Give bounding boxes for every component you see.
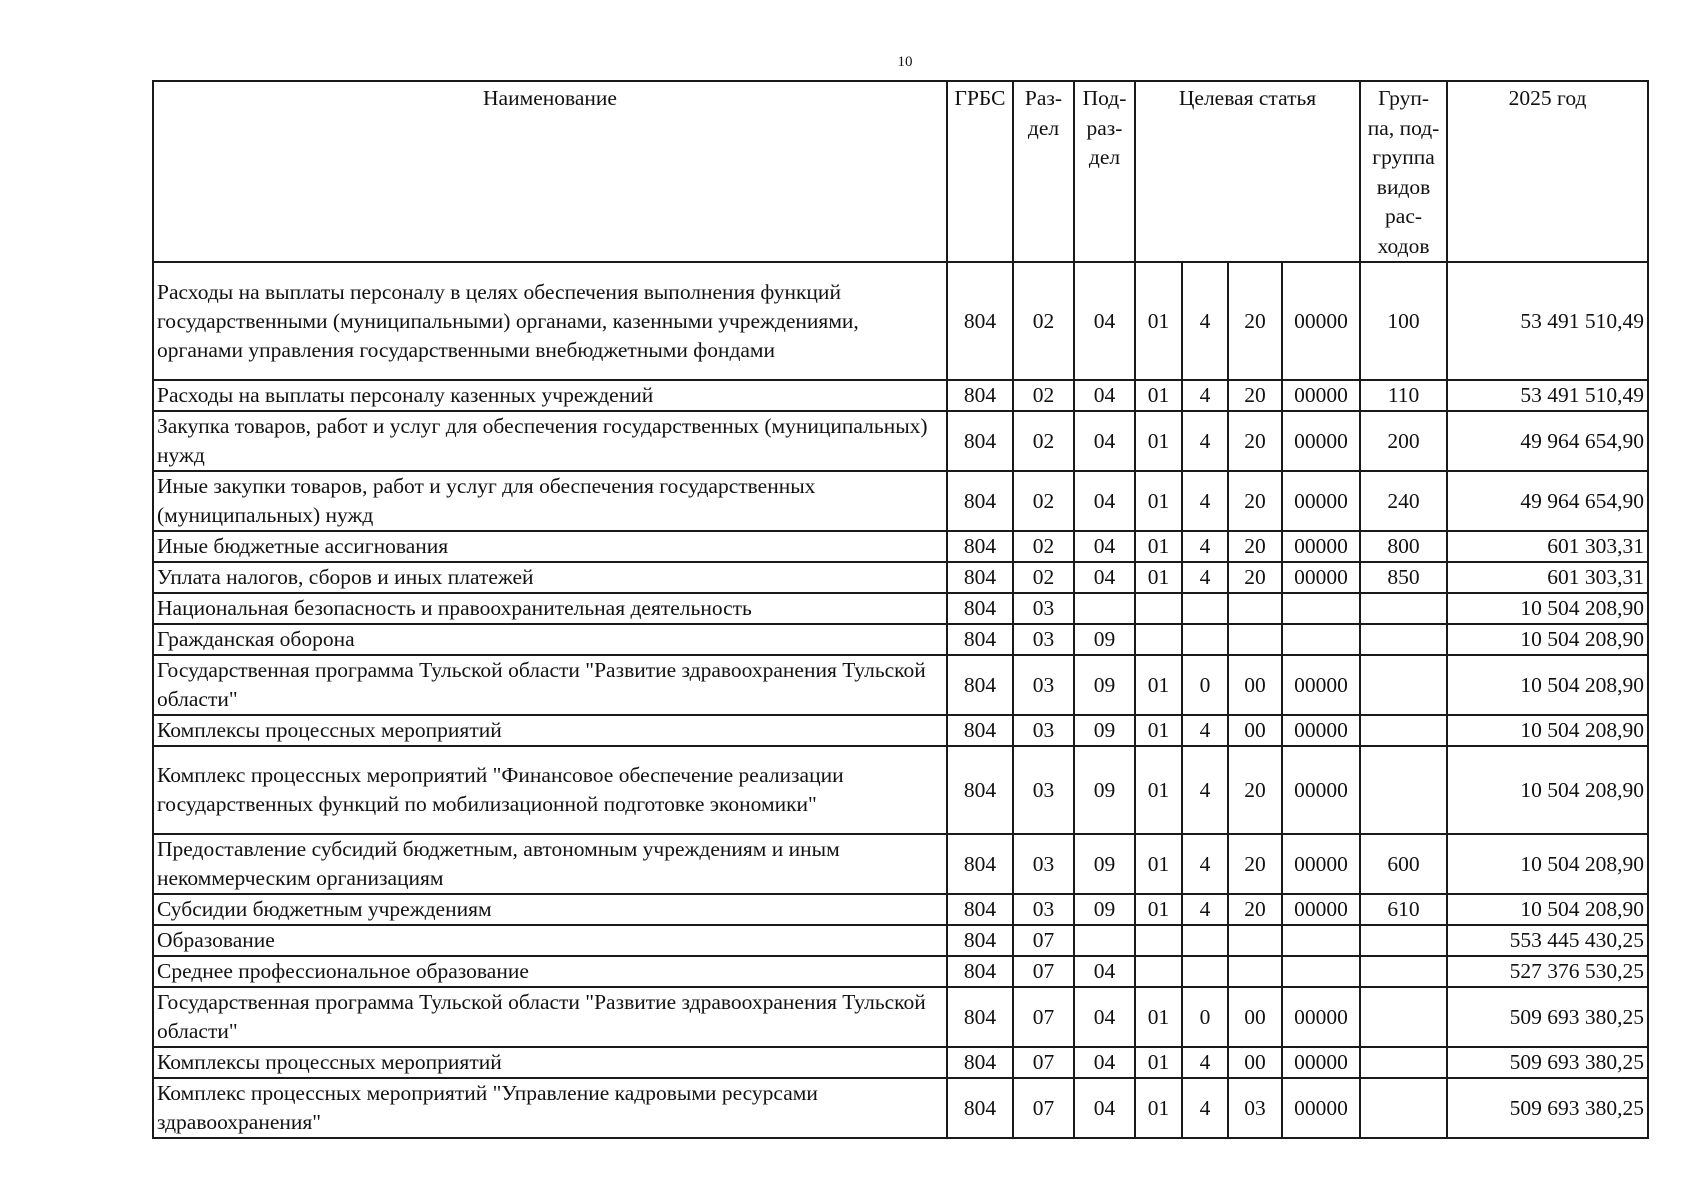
row-expense-group: 100 — [1360, 262, 1447, 380]
row-expense-group — [1360, 746, 1447, 834]
row-grbs: 804 — [947, 411, 1013, 471]
row-target-direction: 00000 — [1282, 1078, 1360, 1138]
row-target-direction: 00000 — [1282, 655, 1360, 715]
row-amount-2025: 10 504 208,90 — [1447, 746, 1648, 834]
row-target-subprogram — [1228, 593, 1282, 624]
table-row — [153, 471, 1648, 531]
row-name: Предоставление субсидий бюджетным, автономным учреждениям и иным некоммерческим организациям — [153, 834, 947, 894]
row-grbs: 804 — [947, 956, 1013, 987]
row-razdel: 07 — [1013, 925, 1074, 956]
table-row — [153, 956, 1648, 987]
row-amount-2025: 10 504 208,90 — [1447, 834, 1648, 894]
row-target-type: 4 — [1182, 1047, 1228, 1078]
row-podrazdel: 04 — [1074, 380, 1135, 411]
row-target-direction: 00000 — [1282, 562, 1360, 593]
table-row — [153, 834, 1648, 894]
row-amount-2025: 10 504 208,90 — [1447, 655, 1648, 715]
header-name: Наименование — [153, 81, 947, 262]
row-target-subprogram: 20 — [1228, 262, 1282, 380]
row-razdel: 02 — [1013, 411, 1074, 471]
row-razdel: 02 — [1013, 262, 1074, 380]
row-podrazdel: 04 — [1074, 471, 1135, 531]
row-expense-group: 240 — [1360, 471, 1447, 531]
row-target-subprogram: 20 — [1228, 834, 1282, 894]
table-row — [153, 624, 1648, 655]
row-amount-2025: 10 504 208,90 — [1447, 593, 1648, 624]
row-grbs: 804 — [947, 471, 1013, 531]
row-amount-2025: 601 303,31 — [1447, 531, 1648, 562]
row-target-program: 01 — [1135, 715, 1182, 746]
row-target-type: 4 — [1182, 834, 1228, 894]
row-grbs: 804 — [947, 925, 1013, 956]
row-target-subprogram: 20 — [1228, 894, 1282, 925]
row-grbs: 804 — [947, 894, 1013, 925]
page-number: 10 — [897, 54, 913, 70]
row-target-program: 01 — [1135, 1078, 1182, 1138]
row-expense-group: 600 — [1360, 834, 1447, 894]
row-expense-group — [1360, 925, 1447, 956]
row-target-direction — [1282, 593, 1360, 624]
row-razdel: 07 — [1013, 1047, 1074, 1078]
row-grbs: 804 — [947, 715, 1013, 746]
row-podrazdel: 04 — [1074, 1047, 1135, 1078]
row-name: Комплексы процессных мероприятий — [153, 715, 947, 746]
row-podrazdel: 09 — [1074, 624, 1135, 655]
row-name: Государственная программа Тульской области "Развитие здравоохранения Тульской области" — [153, 655, 947, 715]
row-amount-2025: 509 693 380,25 — [1447, 987, 1648, 1047]
row-target-type — [1182, 624, 1228, 655]
row-razdel: 03 — [1013, 894, 1074, 925]
row-name: Комплексы процессных мероприятий — [153, 1047, 947, 1078]
row-target-program: 01 — [1135, 746, 1182, 834]
row-expense-group — [1360, 1047, 1447, 1078]
row-grbs: 804 — [947, 746, 1013, 834]
row-name: Гражданская оборона — [153, 624, 947, 655]
row-target-type: 4 — [1182, 531, 1228, 562]
row-podrazdel: 04 — [1074, 411, 1135, 471]
row-target-subprogram: 20 — [1228, 471, 1282, 531]
table-row — [153, 746, 1648, 834]
row-expense-group — [1360, 1078, 1447, 1138]
row-grbs: 804 — [947, 987, 1013, 1047]
row-target-type: 4 — [1182, 471, 1228, 531]
row-name: Расходы на выплаты персоналу казенных учреждений — [153, 380, 947, 411]
row-expense-group — [1360, 655, 1447, 715]
row-target-type — [1182, 593, 1228, 624]
row-target-subprogram — [1228, 624, 1282, 655]
row-grbs: 804 — [947, 1047, 1013, 1078]
table-row — [153, 1047, 1648, 1078]
row-target-direction: 00000 — [1282, 746, 1360, 834]
table-row — [153, 262, 1648, 380]
header-podrazdel: Под- раз- дел — [1074, 81, 1135, 262]
row-expense-group — [1360, 956, 1447, 987]
table-row — [153, 531, 1648, 562]
row-razdel: 03 — [1013, 624, 1074, 655]
header-target-article: Целевая статья — [1135, 81, 1360, 262]
table-header-row — [153, 81, 1648, 262]
row-amount-2025: 49 964 654,90 — [1447, 411, 1648, 471]
row-target-subprogram — [1228, 956, 1282, 987]
row-podrazdel: 04 — [1074, 562, 1135, 593]
row-razdel: 03 — [1013, 593, 1074, 624]
row-target-subprogram: 03 — [1228, 1078, 1282, 1138]
table-row — [153, 593, 1648, 624]
row-razdel: 07 — [1013, 1078, 1074, 1138]
row-name: Комплекс процессных мероприятий "Управление кадровыми ресурсами здравоохранения" — [153, 1078, 947, 1138]
row-target-direction: 00000 — [1282, 715, 1360, 746]
row-expense-group: 850 — [1360, 562, 1447, 593]
row-name: Образование — [153, 925, 947, 956]
row-name: Национальная безопасность и правоохранительная деятельность — [153, 593, 947, 624]
row-expense-group: 610 — [1360, 894, 1447, 925]
row-grbs: 804 — [947, 624, 1013, 655]
row-podrazdel: 04 — [1074, 1078, 1135, 1138]
row-razdel: 03 — [1013, 746, 1074, 834]
row-target-subprogram — [1228, 925, 1282, 956]
row-expense-group: 110 — [1360, 380, 1447, 411]
row-target-direction — [1282, 956, 1360, 987]
row-amount-2025: 553 445 430,25 — [1447, 925, 1648, 956]
row-target-subprogram: 00 — [1228, 715, 1282, 746]
row-podrazdel: 09 — [1074, 834, 1135, 894]
row-target-type: 4 — [1182, 562, 1228, 593]
table-body — [153, 262, 1648, 1138]
row-razdel: 02 — [1013, 380, 1074, 411]
row-grbs: 804 — [947, 562, 1013, 593]
header-razdel: Раз- дел — [1013, 81, 1074, 262]
row-target-type: 4 — [1182, 411, 1228, 471]
row-amount-2025: 10 504 208,90 — [1447, 715, 1648, 746]
row-target-program: 01 — [1135, 562, 1182, 593]
row-name: Иные закупки товаров, работ и услуг для обеспечения государственных (муниципальных) нужд — [153, 471, 947, 531]
row-target-direction: 00000 — [1282, 471, 1360, 531]
row-razdel: 03 — [1013, 715, 1074, 746]
table-row — [153, 894, 1648, 925]
row-podrazdel — [1074, 593, 1135, 624]
row-razdel: 07 — [1013, 987, 1074, 1047]
header-year-2025: 2025 год — [1447, 81, 1648, 262]
row-target-subprogram: 20 — [1228, 562, 1282, 593]
row-target-direction: 00000 — [1282, 834, 1360, 894]
row-target-type — [1182, 925, 1228, 956]
row-name: Субсидии бюджетным учреждениям — [153, 894, 947, 925]
row-target-type: 4 — [1182, 746, 1228, 834]
table-row — [153, 987, 1648, 1047]
row-name: Государственная программа Тульской области "Развитие здравоохранения Тульской области" — [153, 987, 947, 1047]
row-expense-group — [1360, 624, 1447, 655]
row-target-direction: 00000 — [1282, 1047, 1360, 1078]
row-target-program: 01 — [1135, 380, 1182, 411]
row-target-subprogram: 00 — [1228, 987, 1282, 1047]
row-podrazdel: 04 — [1074, 956, 1135, 987]
row-target-type: 4 — [1182, 894, 1228, 925]
row-target-type: 4 — [1182, 262, 1228, 380]
row-amount-2025: 10 504 208,90 — [1447, 624, 1648, 655]
row-target-direction: 00000 — [1282, 894, 1360, 925]
row-target-type: 4 — [1182, 1078, 1228, 1138]
row-expense-group: 800 — [1360, 531, 1447, 562]
row-target-direction: 00000 — [1282, 380, 1360, 411]
row-podrazdel: 09 — [1074, 746, 1135, 834]
row-target-program — [1135, 925, 1182, 956]
row-razdel: 07 — [1013, 956, 1074, 987]
row-expense-group: 200 — [1360, 411, 1447, 471]
budget-table — [152, 80, 1649, 1139]
row-grbs: 804 — [947, 380, 1013, 411]
row-name: Комплекс процессных мероприятий "Финансовое обеспечение реализации государственных функций по мобилизационной подготовке экономики" — [153, 746, 947, 834]
row-name: Уплата налогов, сборов и иных платежей — [153, 562, 947, 593]
row-target-subprogram: 20 — [1228, 746, 1282, 834]
row-name: Среднее профессиональное образование — [153, 956, 947, 987]
row-target-subprogram: 00 — [1228, 1047, 1282, 1078]
table-row — [153, 715, 1648, 746]
row-target-type: 4 — [1182, 715, 1228, 746]
row-razdel: 03 — [1013, 834, 1074, 894]
row-target-direction — [1282, 925, 1360, 956]
row-name: Расходы на выплаты персоналу в целях обеспечения выполнения функций государственными (муниципальными) органами, казенными учреждениями, органами управления государственными внебюджетными фондами — [153, 262, 947, 380]
row-name: Закупка товаров, работ и услуг для обеспечения государственных (муниципальных) нужд — [153, 411, 947, 471]
row-target-subprogram: 00 — [1228, 655, 1282, 715]
table-row — [153, 655, 1648, 715]
row-target-program: 01 — [1135, 471, 1182, 531]
row-target-program: 01 — [1135, 531, 1182, 562]
row-podrazdel: 09 — [1074, 894, 1135, 925]
row-grbs: 804 — [947, 593, 1013, 624]
row-amount-2025: 53 491 510,49 — [1447, 262, 1648, 380]
row-target-type: 0 — [1182, 987, 1228, 1047]
row-target-direction: 00000 — [1282, 262, 1360, 380]
row-amount-2025: 509 693 380,25 — [1447, 1078, 1648, 1138]
header-grbs: ГРБС — [947, 81, 1013, 262]
row-razdel: 03 — [1013, 655, 1074, 715]
row-amount-2025: 509 693 380,25 — [1447, 1047, 1648, 1078]
row-target-program — [1135, 956, 1182, 987]
row-target-subprogram: 20 — [1228, 380, 1282, 411]
row-target-direction: 00000 — [1282, 987, 1360, 1047]
row-razdel: 02 — [1013, 562, 1074, 593]
row-expense-group — [1360, 593, 1447, 624]
table-row — [153, 1078, 1648, 1138]
row-amount-2025: 53 491 510,49 — [1447, 380, 1648, 411]
row-target-program: 01 — [1135, 262, 1182, 380]
row-razdel: 02 — [1013, 531, 1074, 562]
row-target-type: 0 — [1182, 655, 1228, 715]
row-amount-2025: 10 504 208,90 — [1447, 894, 1648, 925]
row-target-program — [1135, 624, 1182, 655]
row-expense-group — [1360, 987, 1447, 1047]
row-amount-2025: 601 303,31 — [1447, 562, 1648, 593]
row-target-direction: 00000 — [1282, 411, 1360, 471]
row-target-direction — [1282, 624, 1360, 655]
row-target-type — [1182, 956, 1228, 987]
row-razdel: 02 — [1013, 471, 1074, 531]
row-target-program — [1135, 593, 1182, 624]
row-target-program: 01 — [1135, 834, 1182, 894]
row-target-program: 01 — [1135, 894, 1182, 925]
row-target-direction: 00000 — [1282, 531, 1360, 562]
row-podrazdel — [1074, 925, 1135, 956]
row-grbs: 804 — [947, 834, 1013, 894]
row-target-subprogram: 20 — [1228, 531, 1282, 562]
row-grbs: 804 — [947, 262, 1013, 380]
row-target-program: 01 — [1135, 987, 1182, 1047]
row-podrazdel: 09 — [1074, 715, 1135, 746]
row-podrazdel: 09 — [1074, 655, 1135, 715]
row-target-program: 01 — [1135, 1047, 1182, 1078]
table-row — [153, 380, 1648, 411]
row-podrazdel: 04 — [1074, 531, 1135, 562]
table-row — [153, 562, 1648, 593]
row-name: Иные бюджетные ассигнования — [153, 531, 947, 562]
row-amount-2025: 527 376 530,25 — [1447, 956, 1648, 987]
row-target-type: 4 — [1182, 380, 1228, 411]
row-target-subprogram: 20 — [1228, 411, 1282, 471]
header-expense-group: Груп- па, под- группа видов рас- ходов — [1360, 81, 1447, 262]
table-row — [153, 411, 1648, 471]
row-grbs: 804 — [947, 1078, 1013, 1138]
row-amount-2025: 49 964 654,90 — [1447, 471, 1648, 531]
row-podrazdel: 04 — [1074, 987, 1135, 1047]
row-target-program: 01 — [1135, 655, 1182, 715]
row-grbs: 804 — [947, 655, 1013, 715]
row-target-program: 01 — [1135, 411, 1182, 471]
table-row — [153, 925, 1648, 956]
row-podrazdel: 04 — [1074, 262, 1135, 380]
row-grbs: 804 — [947, 531, 1013, 562]
row-expense-group — [1360, 715, 1447, 746]
